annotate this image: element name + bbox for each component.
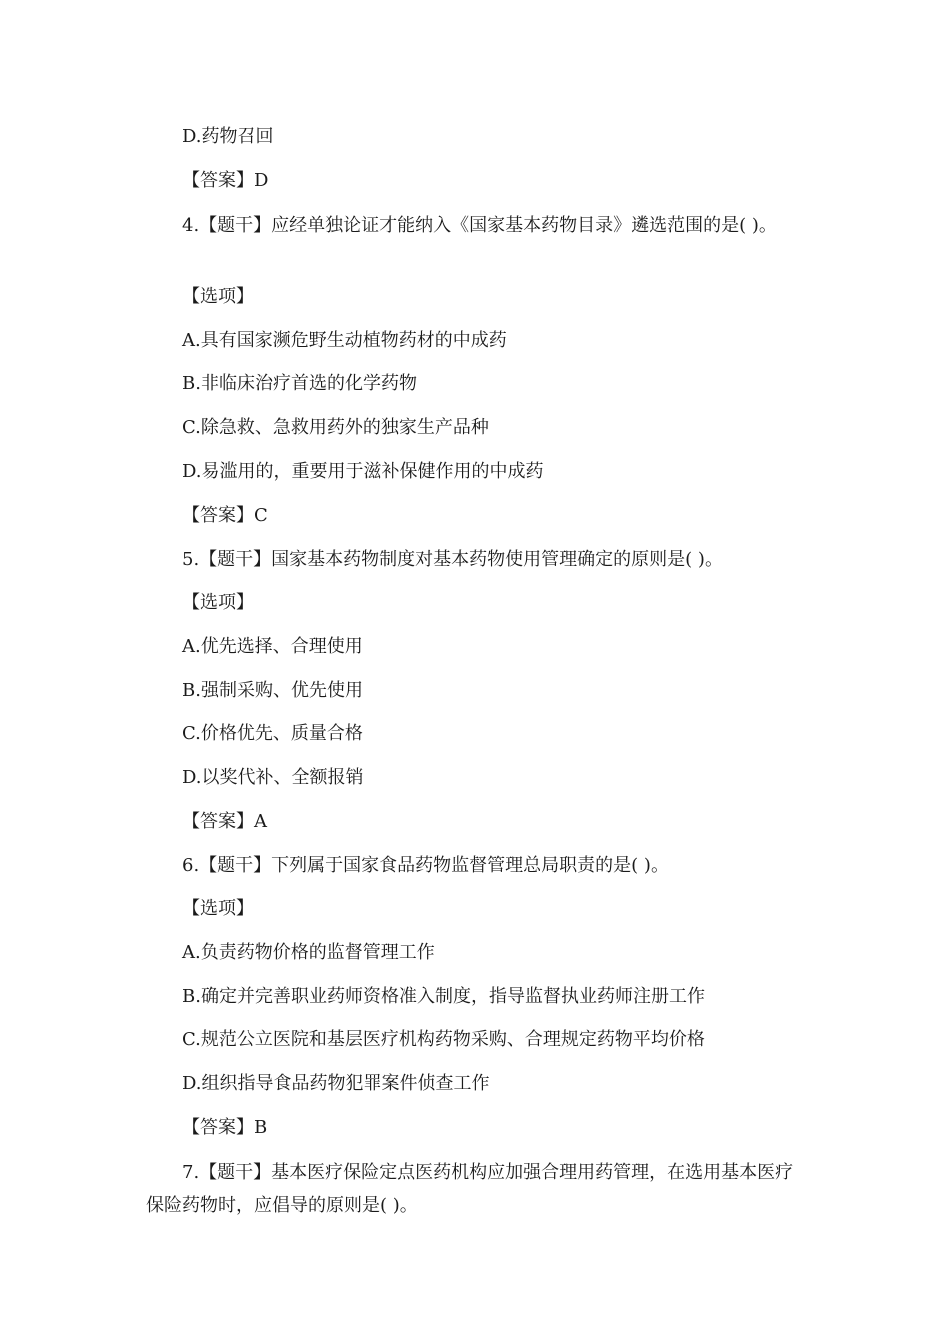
answer-q6: 【答案】B: [182, 1117, 268, 1138]
option-d-q3: D.药物召回: [182, 126, 274, 147]
option-d-q6: D.组织指导食品药物犯罪案件侦查工作: [182, 1073, 490, 1094]
options-header-q6: 【选项】: [182, 898, 254, 919]
option-b-q5: B.强制采购、优先使用: [182, 680, 363, 701]
answer-q4: 【答案】C: [182, 505, 268, 526]
option-c-q6: C.规范公立医院和基层医疗机构药物采购、合理规定药物平均价格: [182, 1029, 705, 1050]
option-b-q6: B.确定并完善职业药师资格准入制度，指导监督执业药师注册工作: [182, 986, 705, 1007]
option-b-q4: B.非临床治疗首选的化学药物: [182, 373, 417, 394]
question-7: 7.【题干】基本医疗保险定点医药机构应加强合理用药管理，在选用基本医疗保险药物时，应倡导的原则是( )。: [146, 1162, 794, 1216]
option-a-q4: A.具有国家濒危野生动植物药材的中成药: [182, 330, 507, 351]
answer-q3: 【答案】D: [182, 170, 269, 191]
question-6: 6.【题干】下列属于国家食品药物监督管理总局职责的是( )。: [182, 855, 669, 876]
option-c-q4: C.除急救、急救用药外的独家生产品种: [182, 417, 489, 438]
question-5: 5.【题干】国家基本药物制度对基本药物使用管理确定的原则是( )。: [182, 549, 723, 570]
option-d-q4: D.易滥用的，重要用于滋补保健作用的中成药: [182, 461, 544, 482]
option-d-q5: D.以奖代补、全额报销: [182, 767, 364, 788]
option-a-q6: A.负责药物价格的监督管理工作: [182, 942, 435, 963]
answer-q5: 【答案】A: [182, 811, 267, 832]
option-c-q5: C.价格优先、质量合格: [182, 723, 363, 744]
option-a-q5: A.优先选择、合理使用: [182, 636, 363, 657]
options-header-q4: 【选项】: [182, 286, 254, 307]
question-4: 4.【题干】应经单独论证才能纳入《国家基本药物目录》遴选范围的是( )。: [182, 215, 777, 236]
options-header-q5: 【选项】: [182, 592, 254, 613]
